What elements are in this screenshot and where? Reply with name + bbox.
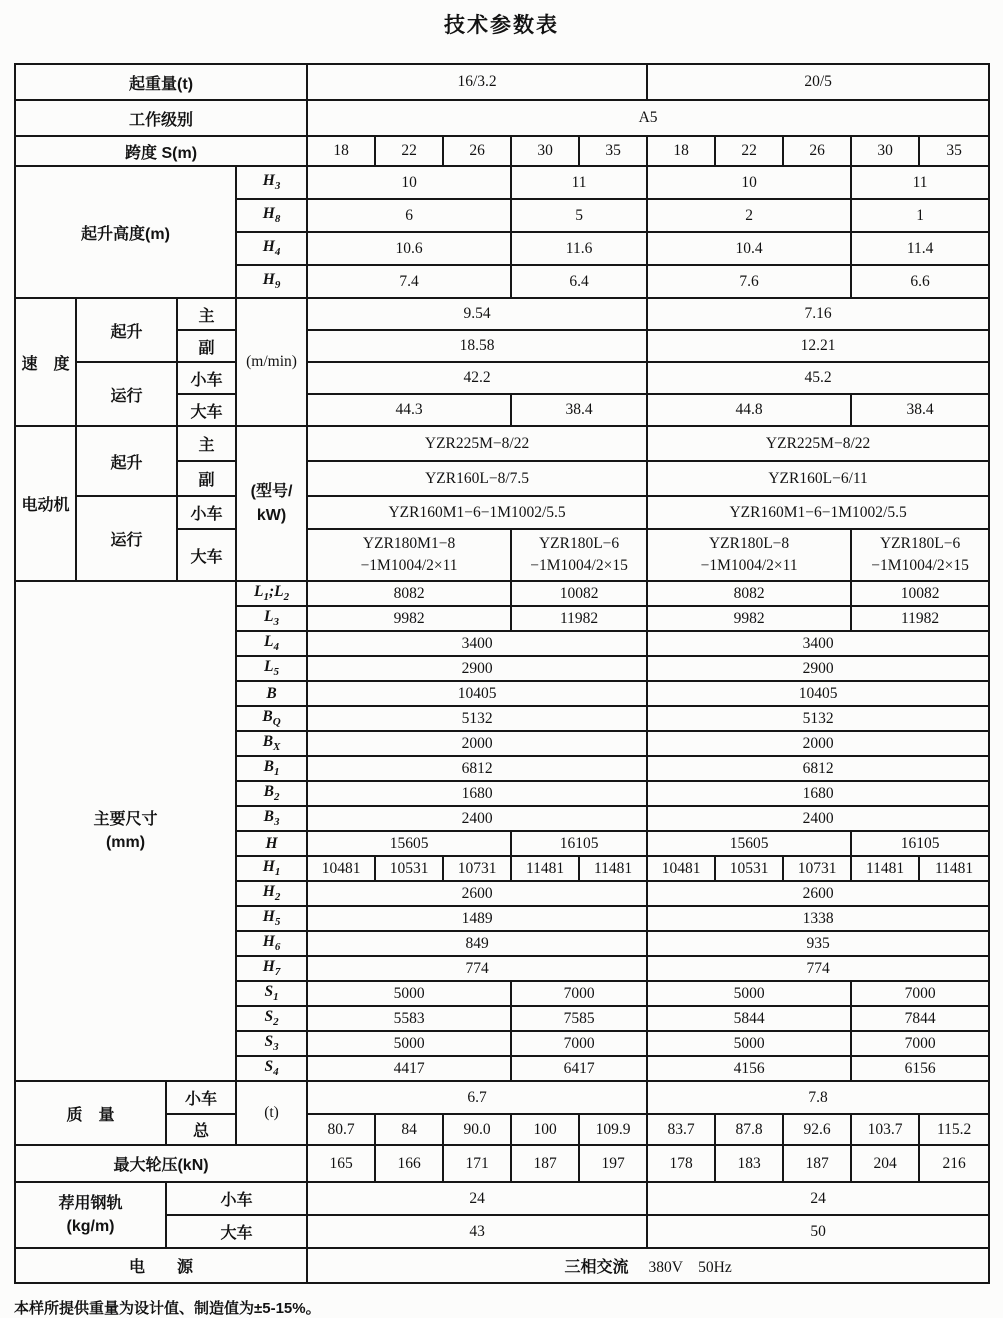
- dim-sublabel: $S_3$: [236, 1031, 307, 1056]
- motor-trolley-label: 小车: [177, 496, 236, 529]
- motor-main-label: 主: [177, 426, 236, 461]
- table-row: [15, 496, 989, 529]
- table-row: [15, 1248, 989, 1283]
- motor-value-line: −1M1004/2×15: [871, 557, 969, 574]
- capacity-label: 起重量(t): [15, 64, 307, 100]
- dim-value: 10082: [511, 581, 647, 606]
- span-value: 18: [307, 136, 375, 166]
- mass-value: 7.8: [647, 1081, 989, 1114]
- rail-crane-label: 大车: [166, 1215, 307, 1248]
- mass-value: 115.2: [919, 1114, 989, 1145]
- power-value-rating: 380V 50Hz: [648, 1259, 732, 1276]
- dim-value: 10531: [715, 856, 783, 881]
- dim-value: 9982: [647, 606, 851, 631]
- height-value: 11: [851, 166, 989, 199]
- dim-value: 15605: [647, 831, 851, 856]
- span-value: 26: [443, 136, 511, 166]
- dim-value: 5000: [307, 981, 511, 1006]
- wheel-load-value: 204: [851, 1145, 919, 1182]
- dim-sublabel: $S_2$: [236, 1006, 307, 1031]
- table-row: [15, 362, 989, 394]
- table-row: [15, 166, 989, 199]
- motor-value: YZR225M−8/22: [647, 426, 989, 461]
- speed-value: 18.58: [307, 330, 647, 362]
- wheel-load-value: 216: [919, 1145, 989, 1182]
- dim-value: 1338: [647, 906, 989, 931]
- motor-crane-label: 大车: [177, 529, 236, 581]
- footnote: 本样所提供重量为设计值、制造值为±5-15%。: [14, 1300, 321, 1317]
- dim-value: 7844: [851, 1006, 989, 1031]
- table-row: [15, 298, 989, 330]
- height-value: 10: [307, 166, 511, 199]
- duty-label: 工作级别: [15, 100, 307, 136]
- speed-trolley-label: 小车: [177, 362, 236, 394]
- mass-trolley-label: 小车: [166, 1081, 236, 1114]
- speed-value: 42.2: [307, 362, 647, 394]
- dim-value: 2400: [307, 806, 647, 831]
- motor-value-line: YZR180L−6: [538, 534, 620, 552]
- dim-value: 849: [307, 931, 647, 956]
- motor-value: YZR160M1−6−1M1002/5.5: [647, 496, 989, 529]
- dim-value: 10481: [647, 856, 715, 881]
- motor-value-line: YZR180L−6: [879, 534, 961, 552]
- dim-sublabel: H: [236, 831, 307, 856]
- height-value: 11: [511, 166, 647, 199]
- dim-sublabel: $B_1$: [236, 756, 307, 781]
- dim-value: 10481: [307, 856, 375, 881]
- height-value: 11.6: [511, 232, 647, 265]
- wheel-load-value: 187: [783, 1145, 851, 1182]
- dim-value: 11481: [511, 856, 579, 881]
- rail-value: 50: [647, 1215, 989, 1248]
- dim-value: 6417: [511, 1056, 647, 1081]
- motor-aux-label: 副: [177, 461, 236, 496]
- dim-value: 2000: [307, 731, 647, 756]
- height-value: 6.4: [511, 265, 647, 298]
- motor-value: [307, 529, 511, 581]
- dim-value: 1489: [307, 906, 647, 931]
- motor-value-line: −1M1004/2×11: [700, 557, 798, 574]
- speed-value: 45.2: [647, 362, 989, 394]
- span-value: 30: [851, 136, 919, 166]
- table-row: [15, 1182, 989, 1215]
- speed-hoist-label: 起升: [76, 298, 177, 362]
- dim-value: 6156: [851, 1056, 989, 1081]
- dim-value: 15605: [307, 831, 511, 856]
- motor-label: 电动机: [15, 426, 76, 581]
- speed-travel-label: 运行: [76, 362, 177, 426]
- height-value: 7.4: [307, 265, 511, 298]
- dim-value: 5132: [647, 706, 989, 731]
- motor-value-line: −1M1004/2×15: [530, 557, 628, 574]
- power-value: [307, 1248, 989, 1283]
- motor-value: YZR160M1−6−1M1002/5.5: [307, 496, 647, 529]
- dim-value: 5000: [647, 981, 851, 1006]
- dim-value: 11481: [579, 856, 647, 881]
- height-value: 6: [307, 199, 511, 232]
- speed-crane-label: 大车: [177, 394, 236, 426]
- dim-sublabel: B: [236, 681, 307, 706]
- dim-sublabel: $H_6$: [236, 931, 307, 956]
- height-value: 10.4: [647, 232, 851, 265]
- dim-value: 3400: [647, 631, 989, 656]
- span-value: 35: [919, 136, 989, 166]
- dim-value: 2000: [647, 731, 989, 756]
- dim-sublabel: $B_3$: [236, 806, 307, 831]
- mass-unit: (t): [236, 1081, 307, 1145]
- height-label: 起升高度(m): [15, 166, 236, 298]
- dim-sublabel: $H_2$: [236, 881, 307, 906]
- capacity-value: 20/5: [647, 64, 989, 100]
- dim-sublabel: $S_1$: [236, 981, 307, 1006]
- wheel-load-value: 178: [647, 1145, 715, 1182]
- dim-value: 6812: [647, 756, 989, 781]
- dim-value: 11982: [511, 606, 647, 631]
- page-title: 技术参数表: [444, 14, 559, 37]
- motor-unit-line: (型号/: [250, 483, 293, 501]
- dim-value: 1680: [647, 781, 989, 806]
- mass-value: 90.0: [443, 1114, 511, 1145]
- dim-value: 935: [647, 931, 989, 956]
- dim-value: 5000: [647, 1031, 851, 1056]
- dim-value: 10531: [375, 856, 443, 881]
- capacity-value: 16/3.2: [307, 64, 647, 100]
- speed-value: 44.3: [307, 394, 511, 426]
- dims-label-line: (mm): [105, 834, 146, 851]
- mass-value: 100: [511, 1114, 579, 1145]
- mass-total-label: 总: [166, 1114, 236, 1145]
- dim-value: 11982: [851, 606, 989, 631]
- dim-value: 8082: [307, 581, 511, 606]
- height-value: 10.6: [307, 232, 511, 265]
- parameters-table: [14, 63, 990, 1284]
- motor-value: YZR160L−8/7.5: [307, 461, 647, 496]
- dim-value: 9982: [307, 606, 511, 631]
- dim-sublabel: $L_1;L_2$: [236, 581, 307, 606]
- dim-sublabel: $H_1$: [236, 856, 307, 881]
- dim-value: 3400: [307, 631, 647, 656]
- wheel-load-value: 166: [375, 1145, 443, 1182]
- dim-sublabel: $H_7$: [236, 956, 307, 981]
- motor-hoist-label: 起升: [76, 426, 177, 496]
- wheel-load-value: 187: [511, 1145, 579, 1182]
- speed-label: 速 度: [15, 298, 76, 426]
- duty-value: A5: [307, 100, 989, 136]
- dim-value: 11481: [851, 856, 919, 881]
- motor-value: YZR160L−6/11: [647, 461, 989, 496]
- dim-value: 7000: [851, 981, 989, 1006]
- height-sublabel: $H_8$: [236, 199, 307, 232]
- span-value: 22: [715, 136, 783, 166]
- height-value: 7.6: [647, 265, 851, 298]
- dim-value: 2900: [307, 656, 647, 681]
- dim-value: 5583: [307, 1006, 511, 1031]
- dim-value: 7000: [511, 981, 647, 1006]
- dim-sublabel: $B_X$: [236, 731, 307, 756]
- height-sublabel: $H_9$: [236, 265, 307, 298]
- motor-value-line: YZR180M1−8: [362, 534, 456, 552]
- table-row: [15, 136, 989, 166]
- dim-value: 10731: [443, 856, 511, 881]
- dim-value: 774: [647, 956, 989, 981]
- rail-value: 24: [307, 1182, 647, 1215]
- rail-label: [15, 1182, 166, 1248]
- dims-label-line: 主要尺寸: [93, 810, 158, 828]
- dim-value: 11481: [919, 856, 989, 881]
- wheel-load-value: 183: [715, 1145, 783, 1182]
- span-value: 35: [579, 136, 647, 166]
- speed-value: 12.21: [647, 330, 989, 362]
- span-value: 18: [647, 136, 715, 166]
- span-label: 跨度 S(m): [15, 136, 307, 166]
- rail-value: 24: [647, 1182, 989, 1215]
- dim-value: 16105: [511, 831, 647, 856]
- height-value: 10: [647, 166, 851, 199]
- height-value: 11.4: [851, 232, 989, 265]
- dim-value: 5000: [307, 1031, 511, 1056]
- dim-value: 16105: [851, 831, 989, 856]
- dim-sublabel: $S_4$: [236, 1056, 307, 1081]
- dims-label: [15, 581, 236, 1081]
- mass-value: 109.9: [579, 1114, 647, 1145]
- mass-value: 87.8: [715, 1114, 783, 1145]
- table-row: [15, 100, 989, 136]
- dim-value: 774: [307, 956, 647, 981]
- dim-value: 10731: [783, 856, 851, 881]
- speed-unit: (m/min): [236, 298, 307, 426]
- speed-value: 44.8: [647, 394, 851, 426]
- height-sublabel: $H_3$: [236, 166, 307, 199]
- dim-value: 5844: [647, 1006, 851, 1031]
- speed-value: 38.4: [851, 394, 989, 426]
- table-row: [15, 1081, 989, 1114]
- height-value: 5: [511, 199, 647, 232]
- dim-value: 10405: [307, 681, 647, 706]
- dim-sublabel: $L_3$: [236, 606, 307, 631]
- speed-value: 38.4: [511, 394, 647, 426]
- motor-value: [851, 529, 989, 581]
- table-row: [15, 426, 989, 461]
- mass-label: 质 量: [15, 1081, 166, 1145]
- dim-sublabel: $H_5$: [236, 906, 307, 931]
- height-value: 6.6: [851, 265, 989, 298]
- mass-value: 103.7: [851, 1114, 919, 1145]
- dim-value: 7000: [851, 1031, 989, 1056]
- power-value-type: 三相交流: [564, 1259, 629, 1276]
- dim-value: 2600: [647, 881, 989, 906]
- wheel-load-value: 197: [579, 1145, 647, 1182]
- dim-value: 1680: [307, 781, 647, 806]
- mass-value: 83.7: [647, 1114, 715, 1145]
- motor-travel-label: 运行: [76, 496, 177, 581]
- power-label: 电 源: [15, 1248, 307, 1283]
- height-value: 2: [647, 199, 851, 232]
- wheel-load-label: 最大轮压(kN): [15, 1145, 307, 1182]
- span-value: 22: [375, 136, 443, 166]
- rail-label-line: 荐用钢轨: [58, 1194, 123, 1212]
- dim-value: 8082: [647, 581, 851, 606]
- dim-value: 2900: [647, 656, 989, 681]
- motor-value: [511, 529, 647, 581]
- motor-unit: [236, 426, 307, 581]
- motor-unit-line: kW): [256, 506, 287, 524]
- mass-value: 84: [375, 1114, 443, 1145]
- wheel-load-value: 171: [443, 1145, 511, 1182]
- rail-value: 43: [307, 1215, 647, 1248]
- dim-value: 10405: [647, 681, 989, 706]
- mass-value: 80.7: [307, 1114, 375, 1145]
- dim-value: 10082: [851, 581, 989, 606]
- speed-aux-label: 副: [177, 330, 236, 362]
- motor-value-line: −1M1004/2×11: [360, 557, 458, 574]
- dim-sublabel: $B_Q$: [236, 706, 307, 731]
- dim-value: 4156: [647, 1056, 851, 1081]
- dim-value: 4417: [307, 1056, 511, 1081]
- table-row: [15, 581, 989, 606]
- motor-value-line: YZR180L−8: [708, 534, 790, 552]
- span-value: 30: [511, 136, 579, 166]
- rail-label-line: (kg/m): [66, 1218, 115, 1235]
- span-value: 26: [783, 136, 851, 166]
- dim-sublabel: $L_5$: [236, 656, 307, 681]
- height-sublabel: $H_4$: [236, 232, 307, 265]
- speed-value: 7.16: [647, 298, 989, 330]
- dim-value: 7000: [511, 1031, 647, 1056]
- wheel-load-value: 165: [307, 1145, 375, 1182]
- rail-trolley-label: 小车: [166, 1182, 307, 1215]
- speed-main-label: 主: [177, 298, 236, 330]
- table-row: [15, 64, 989, 100]
- mass-value: 6.7: [307, 1081, 647, 1114]
- dim-value: 6812: [307, 756, 647, 781]
- motor-value: [647, 529, 851, 581]
- dim-value: 2600: [307, 881, 647, 906]
- dim-sublabel: $L_4$: [236, 631, 307, 656]
- mass-value: 92.6: [783, 1114, 851, 1145]
- dim-value: 7585: [511, 1006, 647, 1031]
- speed-value: 9.54: [307, 298, 647, 330]
- table-row: [15, 1145, 989, 1182]
- dim-sublabel: $B_2$: [236, 781, 307, 806]
- motor-value: YZR225M−8/22: [307, 426, 647, 461]
- height-value: 1: [851, 199, 989, 232]
- dim-value: 2400: [647, 806, 989, 831]
- dim-value: 5132: [307, 706, 647, 731]
